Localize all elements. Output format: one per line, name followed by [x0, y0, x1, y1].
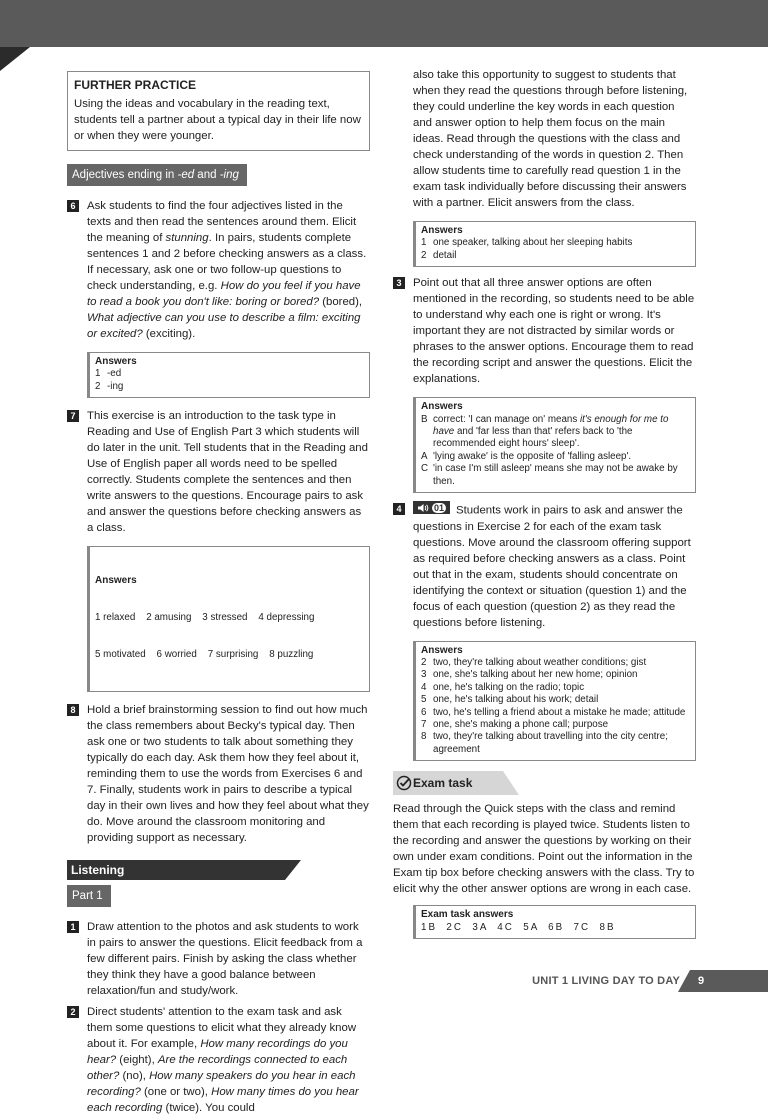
- check-circle-icon: [396, 775, 412, 791]
- unit-title: UNIT 1 LIVING DAY TO DAY: [532, 975, 680, 987]
- exam-task-answers-box: [413, 905, 696, 939]
- exercise-number: 7: [67, 410, 79, 422]
- exercise-6: [67, 198, 370, 342]
- answer-row: A 'lying awake' is the opposite of 'falling asleep'.: [421, 450, 632, 462]
- answers-title: Answers: [421, 401, 463, 413]
- answer-row: 1 -ed: [95, 368, 122, 380]
- answers-title: Answers: [421, 644, 463, 656]
- answer-row: 2 -ing: [95, 380, 124, 392]
- answer-row: 1 one speaker, talking about her sleeping habits: [421, 237, 633, 249]
- answer-row: 2 two, they're talking about weather conditions; gist: [421, 656, 647, 668]
- answers-box-7: [87, 546, 370, 691]
- exercise-number: 3: [393, 277, 405, 289]
- corner-decoration: [0, 47, 30, 71]
- page-footer: [532, 970, 768, 992]
- answer-line: 1 relaxed 2 amusing 3 stressed 4 depressing: [95, 612, 315, 624]
- exercise-text: 01 Students work in pairs to ask and answer the questions in Exercise 2 for each of the exam task questions. Move around the classroom offering support as required before checking answers as a class. Point out that in the exam, students should concentrate on identifying the context or situation (question 1) and the focus of each question (question 2) as they read the questions before listening.: [413, 502, 691, 629]
- exercise-1: [67, 919, 370, 999]
- exercise-number: 6: [67, 200, 79, 212]
- answer-row: B correct: 'I can manage on' means it's enough for me to have and 'far less than that' refers back to 'the recommended eight hours' sleep'.: [421, 413, 669, 450]
- answer-line: 5 motivated 6 worried 7 surprising 8 puzzling: [95, 649, 314, 661]
- left-column: [67, 71, 370, 1116]
- further-practice-text: Using the ideas and vocabulary in the reading text, students tell a partner about a typical day in their life now or when they were younger.: [74, 98, 361, 142]
- exercise-3: [393, 275, 696, 387]
- right-column: [393, 67, 696, 939]
- answer-row: 3 one, she's talking about her new home; opinion: [421, 669, 638, 681]
- answer-row: 6 two, he's telling a friend about a mistake he made; attitude: [421, 706, 686, 718]
- exercise-number: 1: [67, 921, 79, 933]
- speaker-icon: [417, 503, 429, 513]
- exam-answers-title: Exam task answers: [421, 909, 514, 921]
- exercise-text: Direct students' attention to the exam task and ask them some questions to elicit what they already know about it. For example, How many recordings do you hear? (eight), Are the recordings connected to each other? (no), How many speakers do you hear in each recording? (one or two), How many times do you hear each recording (twice). You could: [87, 1005, 359, 1114]
- answer-row: 8 two, they're talking about travelling into the city centre; agreement: [421, 731, 668, 755]
- exercise-text: Hold a brief brainstorming session to find out how much the class remembers about Becky's typical day. Then ask one or two students to talk about something they typically do each day. Ask them how they feel about it, reminding them to use the words from Exercises 6 and 7. Finally, students work in pairs to describe a typical day in their own lives and how they feel about what they do. Move around the classroom monitoring and providing support as necessary.: [87, 703, 369, 844]
- adjectives-heading-prefix: Adjectives ending in: [72, 169, 178, 181]
- exercise-text: Point out that all three answer options are often mentioned in the recording, so students need to be able to understand why each one is right or wrong. It's important they are not distracted by similar words or phrases to the answer options. Encourage them to read the recording script and answer the questions. Elicit the explanations.: [413, 277, 695, 386]
- track-number: 01: [434, 502, 445, 513]
- audio-track-badge[interactable]: [413, 501, 450, 514]
- exercise-4: [393, 501, 696, 631]
- answers-box-3: [413, 397, 696, 493]
- exercise-number: 2: [67, 1006, 79, 1018]
- answer-row: 7 one, she's making a phone call; purpose: [421, 719, 609, 730]
- adjectives-heading-and: and: [194, 169, 220, 181]
- exercise-7: [67, 408, 370, 536]
- page-number: 9: [690, 970, 768, 992]
- exercise-text: Ask students to find the four adjectives listed in the texts and then read the sentences around them. Elicit the meaning of stunning. In pairs, students complete sentences 1 and 2 before checking answers as a class. If necessary, ask one or two follow-up questions to check understanding, e.g. How do you feel if you have to read a book you don't like: boring or bored? (bored), What adjective can you use to describe a film: exciting or excited? (exciting).: [87, 200, 367, 340]
- exam-task-heading: [393, 771, 503, 795]
- exam-task-text: Read through the Quick steps with the class and remind them that each recording is played twice. Students listen to the recording and answer the questions by working on their own under exam conditions. Point out the information in the Exam tip box before checking answers with the class. Try to elicit why the other answer options are wrong in each case.: [393, 803, 695, 896]
- answers-box-4: [413, 641, 696, 762]
- answer-row: C 'in case I'm still asleep' means she may not be awake by then.: [421, 463, 678, 487]
- adjectives-heading-ing: -ing: [219, 169, 239, 181]
- listening-heading: Listening: [67, 860, 285, 880]
- answers-box-2: [413, 221, 696, 267]
- answer-row: 4 one, he's talking on the radio; topic: [421, 681, 585, 693]
- exercise-8: [67, 702, 370, 846]
- exercise-number: 4: [393, 503, 405, 515]
- adjectives-heading: [67, 164, 247, 186]
- answers-title: Answers: [421, 225, 463, 236]
- answers-box-6: [87, 352, 370, 398]
- answer-row: 2 detail: [421, 249, 457, 261]
- answer-row: 5 one, he's talking about his work; detail: [421, 694, 599, 706]
- exercise-number: 8: [67, 704, 79, 716]
- continued-text: also take this opportunity to suggest to students that when they read the questions through before listening, they could underline the key words in each question and answer option to help them focus on the main ideas. Read through the questions with the class and check understanding of the words in question 2. Then allow students time to carefully read question 1 in the exam task individually before discussing their answers with a partner. Elicit answers from the class.: [413, 69, 688, 209]
- top-banner: [0, 0, 768, 47]
- adjectives-heading-ed: -ed: [177, 169, 195, 181]
- exercise-2: [67, 1004, 370, 1116]
- exercise-text: Draw attention to the photos and ask students to work in pairs to answer the questions. Elicit feedback from a few different pairs. Finish by asking the class whether they think they have a good balance between relaxation/fun and study/work.: [87, 920, 363, 997]
- answers-title: Answers: [95, 356, 137, 367]
- further-practice-box: [67, 71, 370, 151]
- further-practice-title: FURTHER PRACTICE: [74, 78, 196, 92]
- exam-task-title: Exam task: [413, 776, 473, 791]
- answers-title: Answers: [95, 575, 137, 587]
- part1-heading: Part 1: [67, 885, 111, 907]
- exam-answers-values: 1B 2C 3A 4C 5A 6B 7C 8B: [421, 921, 616, 933]
- exercise-text: This exercise is an introduction to the task type in Reading and Use of English Part 3 which students will do later in the unit. Tell students that in the Reading and Use of English paper all words need to be spelled correctly. Students complete the sentences and then write answers to the questions. Encourage pairs to ask and answer the questions before checking answers as a class.: [87, 410, 368, 535]
